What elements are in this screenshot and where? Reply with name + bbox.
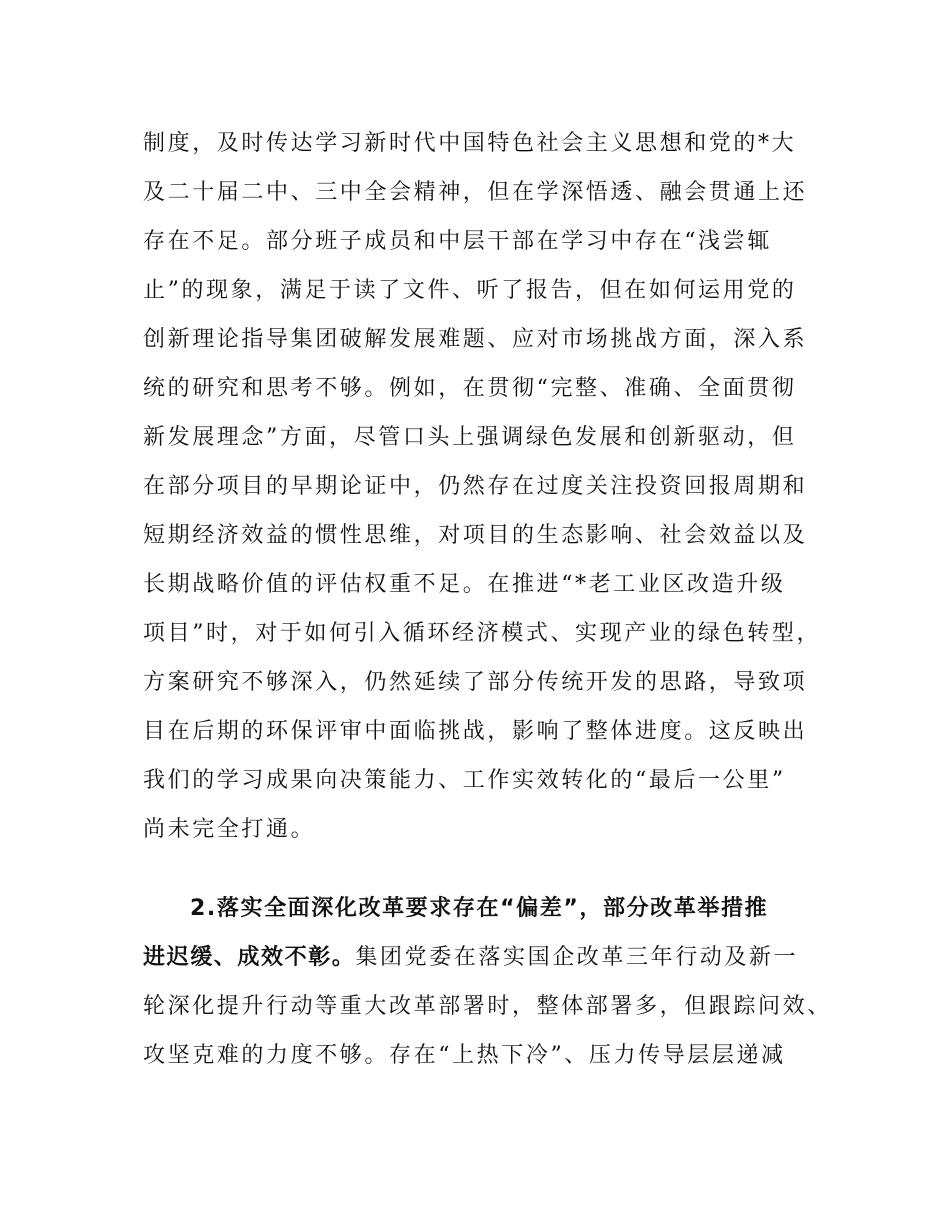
text-line: 我们的学习成果向决策能力、工作实效转化的“最后一公里” [143, 768, 786, 793]
paragraph-1 [143, 119, 843, 854]
text-line: 方案研究不够深入，仍然延续了部分传统开发的思路，导致项 [143, 670, 808, 695]
text-line: 项目”时，对于如何引入循环经济模式、实现产业的绿色转型， [143, 621, 822, 646]
text-line: 尚未完全打通。 [143, 817, 316, 842]
text-line: 短期经济效益的惯性思维，对项目的生态影响、社会效益以及 [143, 523, 808, 548]
text-line: 存在不足。部分班子成员和中层干部在学习中存在“浅尝辄 [143, 229, 772, 254]
paragraph-2 [143, 884, 843, 1080]
text-line: 长期战略价值的评估权重不足。在推进“*老工业区改造升级 [143, 572, 786, 597]
text-line-rest: 集团党委在落实国企改革三年行动及新一 [355, 945, 799, 970]
text-line: 轮深化提升行动等重大改革部署时，整体部署多，但跟踪问效、 [143, 994, 832, 1019]
text-line: 统的研究和思考不够。例如，在贯彻“完整、准确、全面贯彻 [143, 376, 797, 401]
text-line: 制度，及时传达学习新时代中国特色社会主义思想和党的*大 [143, 131, 797, 156]
text-line: 在部分项目的早期论证中，仍然存在过度关注投资回报周期和 [143, 474, 808, 499]
text-line: 攻坚克难的力度不够。存在“上热下冷”、压力传导层层递减 [143, 1043, 786, 1068]
text-line: 新发展理念”方面，尽管口头上强调绿色发展和创新驱动，但 [143, 425, 797, 450]
section-heading-continued: 进迟缓、成效不彰。 [143, 945, 356, 970]
text-line: 止”的现象，满足于读了文件、听了报告，但在如何运用党的 [143, 278, 797, 303]
text-line: 目在后期的环保评审中面临挑战，影响了整体进度。这反映出 [143, 719, 808, 744]
text-line [143, 933, 843, 982]
text-line: 及二十届二中、三中全会精神，但在学深悟透、融会贯通上还 [143, 180, 808, 205]
section-heading: 2.落实全面深化改革要求存在“偏差”，部分改革举措推 [190, 896, 769, 921]
text-line: 创新理论指导集团破解发展难题、应对市场挑战方面，深入系 [143, 327, 808, 352]
